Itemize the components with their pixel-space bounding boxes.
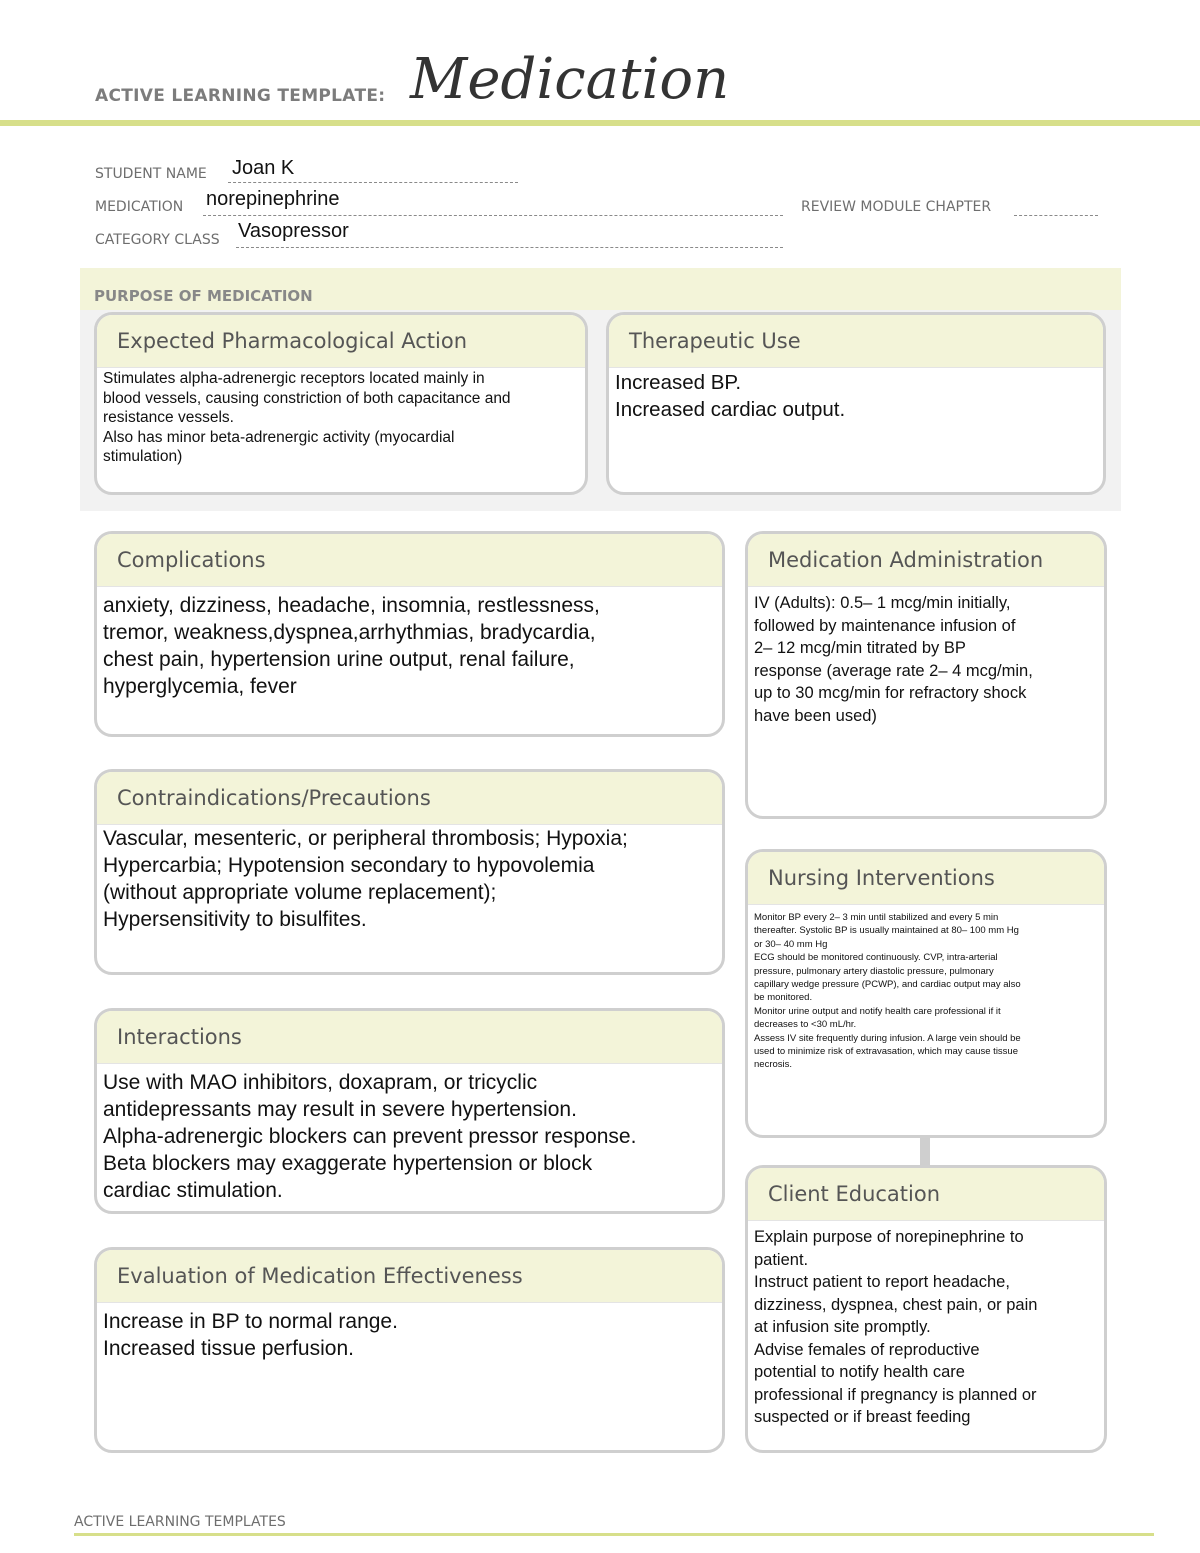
interactions-text[interactable]: Use with MAO inhibitors, doxapram, or tricyclic antidepressants may result in severe hypertension. Alpha-adrenergic blockers can prevent pressor response. Beta blockers may exaggerate hypertension or block cardiac stimulation. [103, 1071, 637, 1202]
expected-action-text[interactable]: Stimulates alpha-adrenergic receptors located mainly in blood vessels, causing constriction of both capacitance and resistance vessels. Also has minor beta-adrenergic activity (myocardial stimulation) [103, 370, 511, 465]
client-education-header [748, 1168, 1104, 1221]
client-education-card [745, 1165, 1107, 1453]
medication-administration-header [748, 534, 1104, 587]
medication-administration-text[interactable]: IV (Adults): 0.5– 1 mcg/min initially, followed by maintenance infusion of 2– 12 mcg/min titrated by BP response (average rate 2– 4 mcg/min, up to 30 mcg/min for refractory shock have been used) [754, 594, 1033, 725]
interactions-header [97, 1011, 722, 1064]
page-title: Medication [410, 47, 730, 112]
client-education-title: Client Education [768, 1182, 941, 1206]
medication-administration-card [745, 531, 1107, 819]
connector-bar [920, 1136, 930, 1166]
medication-administration-title: Medication Administration [768, 548, 1044, 572]
therapeutic-use-card [606, 312, 1106, 495]
evaluation-header [97, 1250, 722, 1303]
medication-label: MEDICATION [95, 199, 184, 215]
category-class-field[interactable]: Vasopressor [238, 220, 349, 242]
therapeutic-use-header [609, 315, 1103, 368]
contraindications-header [97, 772, 722, 825]
evaluation-text[interactable]: Increase in BP to normal range. Increased tissue perfusion. [103, 1310, 398, 1360]
contraindications-text[interactable]: Vascular, mesenteric, or peripheral thrombosis; Hypoxia; Hypercarbia; Hypotension secondary to hypovolemia (without appropriate volume replacement); Hypersensitivity to bisulfites. [103, 827, 628, 931]
purpose-label: PURPOSE OF MEDICATION [94, 287, 313, 305]
review-module-field[interactable] [1014, 215, 1098, 216]
expected-action-title: Expected Pharmacological Action [117, 329, 468, 353]
nursing-interventions-card [745, 849, 1107, 1138]
student-name-line [228, 182, 518, 183]
category-class-label: CATEGORY CLASS [95, 232, 220, 248]
expected-action-card [94, 312, 588, 495]
footer-rule [74, 1533, 1154, 1536]
footer-label: ACTIVE LEARNING TEMPLATES [74, 1514, 286, 1530]
student-name-field[interactable]: Joan K [232, 157, 295, 179]
evaluation-title: Evaluation of Medication Effectiveness [117, 1264, 523, 1288]
therapeutic-use-text[interactable]: Increased BP. Increased cardiac output. [615, 371, 846, 421]
evaluation-card [94, 1247, 725, 1453]
nursing-interventions-text[interactable]: Monitor BP every 2– 3 min until stabilized and every 5 min thereafter. Systolic BP is usually maintained at 80– 100 mm Hg or 30– 40 mm Hg ECG should be monitored continuously. CVP, intra-arterial pressure, pulmonary artery diastolic pressure, pulmonary capillary wedge pressure (PCWP), and cardiac output may also be monitored. Monitor urine output and notify health care professional if it decreases to <30 mL/hr. Assess IV site frequently during infusion. A large vein should be used to minimize risk of extravasation, which may cause tissue necrosis. [754, 912, 1021, 1071]
client-education-text[interactable]: Explain purpose of norepinephrine to patient. Instruct patient to report headache, dizziness, dyspnea, chest pain, or pain at infusion site promptly. Advise females of reproductive potential to notify health care professional if pregnancy is planned or suspected or if breast feeding [754, 1228, 1038, 1426]
interactions-card [94, 1008, 725, 1214]
therapeutic-use-title: Therapeutic Use [629, 329, 801, 353]
review-module-label: REVIEW MODULE CHAPTER [801, 199, 992, 215]
complications-title: Complications [117, 548, 266, 572]
interactions-title: Interactions [117, 1025, 242, 1049]
contraindications-card [94, 769, 725, 975]
contraindications-title: Contraindications/Precautions [117, 786, 431, 810]
student-name-label: STUDENT NAME [95, 166, 207, 182]
medication-field[interactable]: norepinephrine [206, 188, 340, 210]
expected-action-header [97, 315, 585, 368]
nursing-interventions-header [748, 852, 1104, 905]
nursing-interventions-title: Nursing Interventions [768, 866, 995, 890]
complications-text[interactable]: anxiety, dizziness, headache, insomnia, restlessness, tremor, weakness,dyspnea,arrhythmias, bradycardia, chest pain, hypertension urine output, renal failure, hyperglycemia, fever [103, 594, 600, 698]
complications-header [97, 534, 722, 587]
medication-line [203, 215, 783, 216]
complications-card [94, 531, 725, 737]
header-rule [0, 120, 1200, 126]
category-class-line [236, 247, 783, 248]
template-label: ACTIVE LEARNING TEMPLATE: [95, 86, 386, 106]
